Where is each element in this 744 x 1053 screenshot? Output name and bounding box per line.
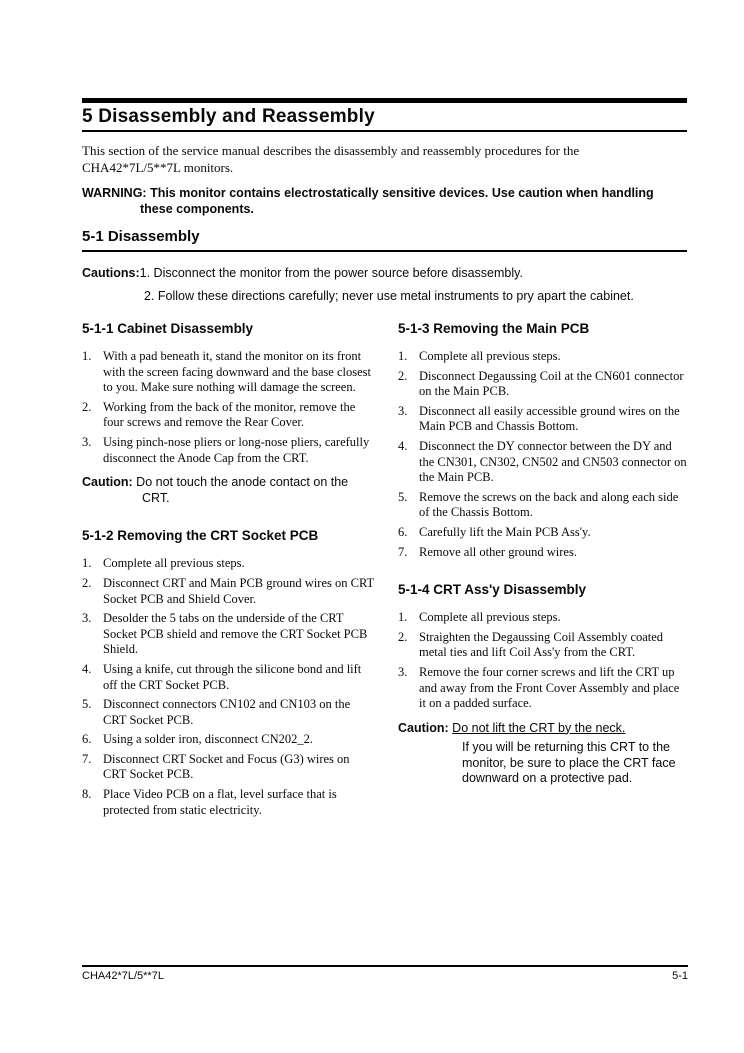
procedure-step [398, 439, 687, 486]
step-text: Place Video PCB on a flat, level surface that is protected from static electricity. [103, 787, 337, 817]
intro-paragraph: This section of the service manual describes the disassembly and reassembly procedures for the CHA42*7L/5**7L monitors. [82, 143, 580, 175]
footer-page-number: 5-1 [672, 970, 688, 982]
caution-line [398, 721, 687, 737]
caution-underlined-text: Do not lift the CRT by the neck. [452, 720, 626, 735]
procedure-step [82, 662, 374, 693]
subsection-title: 5-1-4 CRT Ass'y Disassembly [398, 582, 587, 598]
step-number: 3. [82, 434, 92, 449]
caution-line [82, 475, 374, 506]
procedure-step [398, 665, 687, 712]
step-number: 1. [398, 349, 408, 363]
procedure-step [82, 400, 374, 431]
chapter-title: 5 Disassembly and Reassembly [82, 106, 375, 127]
caution-label: Caution: [398, 720, 449, 735]
step-number: 1. [398, 610, 408, 625]
procedure-step [82, 752, 374, 783]
subsection-5-1-1 [82, 321, 374, 506]
procedure-step [82, 787, 374, 818]
step-text: Using a knife, cut through the silicone bond and lift off the CRT Socket PCB. [103, 661, 362, 692]
step-text: Complete all previous steps. [419, 349, 561, 363]
step-number: 2. [82, 399, 92, 414]
step-text: Remove the screws on the back and along each side of the Chassis Bottom. [419, 489, 679, 520]
procedure-step [82, 435, 374, 466]
procedure-step [82, 697, 374, 728]
procedure-step [398, 610, 687, 626]
step-text: Remove all other ground wires. [419, 544, 577, 559]
subsection-5-1-2 [82, 528, 374, 818]
step-text: Disconnect the DY connector between the DY and the CN301, CN302, CN502 and CN503 connector on the Main PCB. [419, 438, 687, 485]
step-text: Using a solder iron, disconnect CN202_2. [103, 732, 314, 747]
step-number: 2. [82, 575, 92, 590]
step-number: 3. [82, 611, 92, 626]
warning-label: WARNING: [82, 186, 147, 200]
caution-label: Caution: [82, 475, 133, 490]
step-number: 6. [398, 524, 408, 539]
step-number: 3. [398, 403, 408, 418]
subsection-5-1-3 [398, 321, 687, 560]
step-number: 1. [82, 349, 92, 363]
step-list [82, 349, 374, 466]
step-text: With a pad beneath it, stand the monitor on its front with the screen facing downward and the base closest to you. Make sure nothing will damage the screen. [103, 349, 371, 395]
step-number: 4. [82, 661, 92, 676]
procedure-step [398, 490, 687, 521]
step-text: Carefully lift the Main PCB Ass'y. [419, 524, 591, 539]
step-text: Using pinch-nose pliers or long-nose pliers, carefully disconnect the Anode Cap from the CRT. [103, 434, 370, 465]
step-number: 2. [398, 368, 408, 383]
step-text: Disconnect CRT Socket and Focus (G3) wires on CRT Socket PCB. [103, 751, 350, 782]
cautions-item-1-text: 1. Disconnect the monitor from the power source before disassembly. [139, 266, 523, 280]
step-text: Disconnect CRT and Main PCB ground wires on CRT Socket PCB and Shield Cover. [103, 575, 374, 606]
procedure-step [82, 611, 374, 658]
step-number: 5. [82, 697, 92, 712]
caution-block-5-1-1 [82, 475, 374, 506]
caution-text: Do not touch the anode contact on the CRT. [136, 475, 349, 505]
step-text: Working from the back of the monitor, remove the four screws and remove the Rear Cover. [103, 399, 356, 430]
page-content [82, 98, 687, 822]
procedure-step [398, 404, 687, 435]
procedure-step [398, 525, 687, 541]
page-footer [82, 965, 688, 983]
cautions-block [82, 266, 687, 304]
right-column [398, 321, 687, 822]
cautions-item-1 [82, 266, 687, 281]
warning-paragraph [82, 185, 682, 217]
footer-model-number: CHA42*7L/5**7L [82, 970, 164, 982]
procedure-step [398, 349, 687, 365]
caution-paragraph: If you will be returning this CRT to the monitor, be sure to place the CRT face downward on a protective pad. [462, 740, 676, 786]
step-number: 8. [82, 787, 92, 802]
subsection-5-1-4 [398, 582, 687, 787]
step-list [398, 610, 687, 712]
subsection-title: 5-1-3 Removing the Main PCB [398, 321, 590, 336]
step-text: Disconnect Degaussing Coil at the CN601 connector on the Main PCB. [419, 368, 684, 399]
step-number: 7. [82, 751, 92, 766]
procedure-step [82, 576, 374, 607]
step-text: Disconnect all easily accessible ground wires on the Main PCB and Chassis Bottom. [419, 403, 680, 434]
warning-text: This monitor contains electrostatically sensitive devices. Use caution when handling these components. [140, 186, 654, 216]
section-title: 5-1 Disassembly [82, 228, 687, 252]
procedure-step [82, 556, 374, 572]
step-text: Disconnect connectors CN102 and CN103 on the CRT Socket PCB. [103, 697, 351, 727]
step-number: 4. [398, 438, 408, 453]
procedure-step [398, 630, 687, 661]
procedure-step [82, 732, 374, 748]
subsection-title: 5-1-2 Removing the CRT Socket PCB [82, 528, 319, 544]
step-text: Straighten the Degaussing Coil Assembly coated metal ties and lift Coil Ass'y from the CRT. [419, 629, 664, 660]
chapter-header [82, 98, 687, 132]
step-text: Complete all previous steps. [419, 610, 561, 625]
subsection-title: 5-1-1 Cabinet Disassembly [82, 321, 254, 336]
step-number: 6. [82, 732, 92, 747]
step-number: 2. [398, 629, 408, 644]
step-list [398, 349, 687, 560]
procedure-step [398, 369, 687, 400]
cautions-label: Cautions: [82, 266, 140, 280]
two-column-layout [82, 321, 687, 822]
cautions-item-2: 2. Follow these directions carefully; never use metal instruments to pry apart the cabinet. [144, 289, 634, 303]
step-number: 7. [398, 544, 408, 559]
step-number: 1. [82, 556, 92, 571]
step-text: Remove the four corner screws and lift the CRT up and away from the Front Cover Assembly and place it on a padded surface. [419, 664, 680, 711]
step-text: Complete all previous steps. [103, 556, 245, 571]
caution-block-5-1-4 [398, 721, 687, 787]
step-text: Desolder the 5 tabs on the underside of the CRT Socket PCB shield and remove the CRT Socket PCB Shield. [103, 611, 368, 657]
step-number: 5. [398, 489, 408, 504]
step-list [82, 556, 374, 818]
step-number: 3. [398, 664, 408, 679]
procedure-step [82, 349, 374, 396]
procedure-step [398, 545, 687, 561]
left-column [82, 321, 374, 822]
